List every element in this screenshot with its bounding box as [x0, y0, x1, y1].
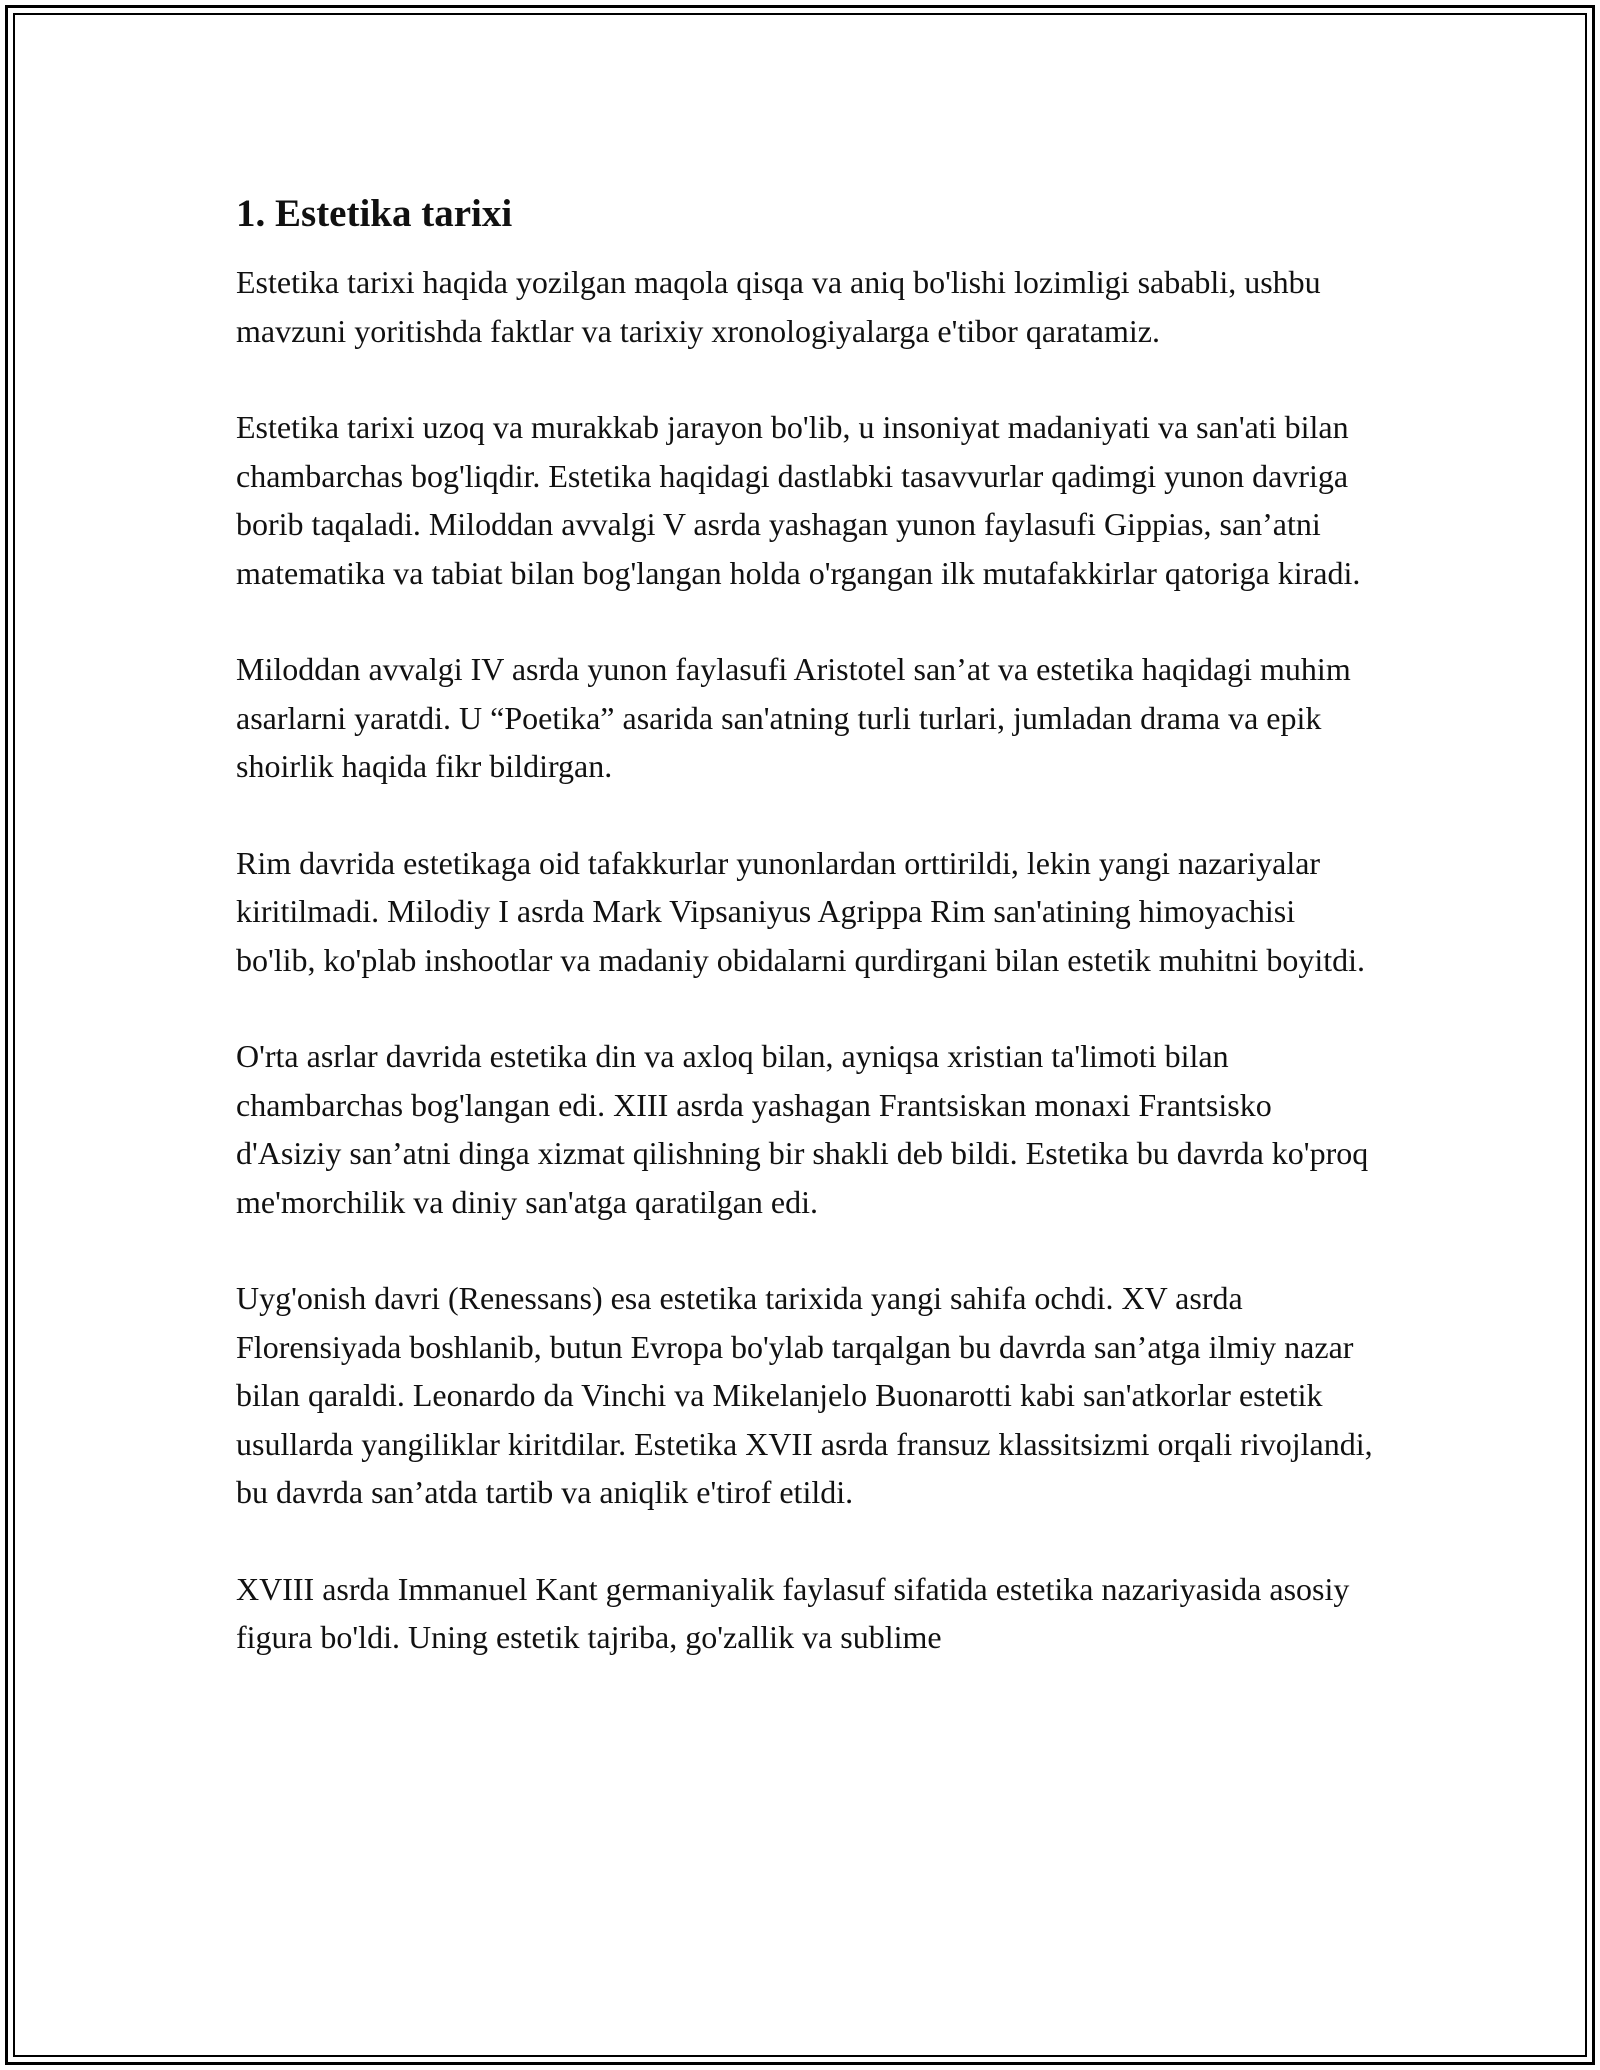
paragraph-kant: XVIII asrda Immanuel Kant germaniyalik faylasuf sifatida estetika nazariyasida asosiy figura bo'ldi. Uning estetik tajriba, go'zallik va sublime [236, 1570, 1350, 1655]
paragraph-middle-ages: O'rta asrlar davrida estetika din va axloq bilan, ayniqsa xristian ta'limoti bilan chambarchas bog'langan edi. XIII asrda yashagan Frantsiskan monaxi Frantsisko d'Asiziy san’atni dinga xizmat qilishning bir shakli deb bildi. Estetika bu davrda ko'proq me'morchilik va diniy san'atga qaratilgan edi. [236, 1038, 1369, 1220]
section-title: 1. Estetika tarixi [236, 192, 513, 235]
paragraph-ancient-greece: Estetika tarixi uzoq va murakkab jarayon bo'lib, u insoniyat madaniyati va san'ati bilan chambarchas bog'liqdir. Estetika haqidagi dastlabki tasavvurlar qadimgi yunon davriga borib taqaladi. Miloddan avvalgi V asrda yashagan yunon faylasufi Gippias, san’atni matematika va tabiat bilan bog'langan holda o'rgangan ilk mutafakkirlar qatoriga kiradi. [236, 409, 1361, 591]
paragraph-rome: Rim davrida estetikaga oid tafakkurlar yunonlardan orttirildi, lekin yangi nazariyalar kiritilmadi. Milodiy I asrda Mark Vipsaniyus Agrippa Rim san'atining himoyachisi bo'lib, ko'plab inshootlar va madaniy obidalarni qurdirgani bilan estetik muhitni boyitdi. [236, 844, 1365, 978]
paragraph-aristotle: Miloddan avvalgi IV asrda yunon faylasufi Aristotel san’at va estetika haqidagi muhim asarlarni yaratdi. U “Poetika” asarida san'atning turli turlari, jumladan drama va epik shoirlik haqida fikr bildirgan. [236, 651, 1351, 784]
paragraph-intro: Estetika tarixi haqida yozilgan maqola qisqa va aniq bo'lishi lozimligi sababli, ushbu mavzuni yoritishda faktlar va tarixiy xronologiyalarga e'tibor qaratamiz. [236, 264, 1321, 349]
paragraph-renaissance: Uyg'onish davri (Renessans) esa estetika tarixida yangi sahifa ochdi. XV asrda Florensiyada boshlanib, butun Evropa bo'ylab tarqalgan bu davrda san’atga ilmiy nazar bilan qaraldi. Leonardo da Vinchi va Mikelanjelo Buonarotti kabi san'atkorlar estetik usullarda yangiliklar kiritdilar. Estetika XVII asrda fransuz klassitsizmi orqali rivojlandi, bu davrda san’atda tartib va aniqlik e'tirof etildi. [236, 1280, 1373, 1510]
document-body [236, 188, 1376, 1710]
